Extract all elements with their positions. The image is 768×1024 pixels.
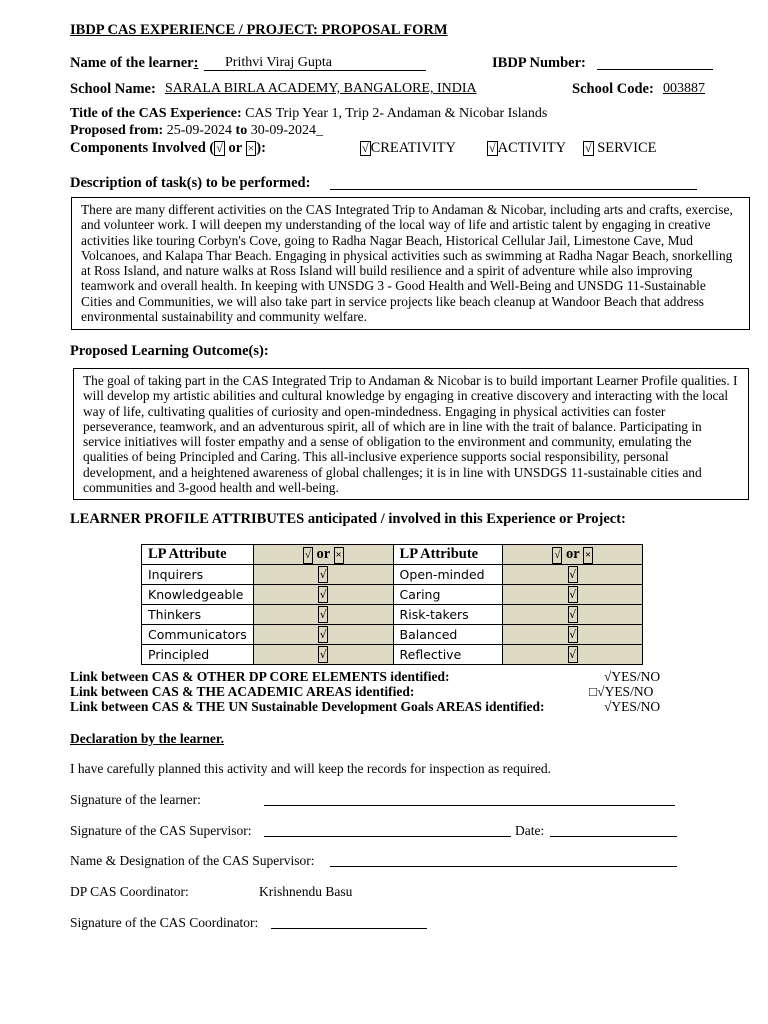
learner-label: Name of the learner — [70, 55, 194, 71]
check-icon: √ — [319, 568, 327, 581]
date-label: Date: — [515, 823, 545, 838]
activity-check-icon: √ — [489, 141, 496, 155]
outcomes-label: Proposed Learning Outcome(s): — [70, 343, 269, 359]
coordinator-label: DP CAS Coordinator: — [70, 884, 189, 899]
lp-heading-bold: LEARNER PROFILE ATTRIBUTES — [70, 511, 305, 527]
declaration-heading: Declaration by the learner. — [70, 731, 224, 746]
proposed-from-label: Proposed from: — [70, 123, 164, 138]
sig-learner-field[interactable] — [264, 792, 675, 806]
check-icon: √ — [319, 628, 327, 641]
cross-key-icon: × — [247, 141, 255, 155]
experience-title-row — [70, 106, 547, 122]
school-name-label: School Name: — [70, 81, 156, 97]
lp-check-cell[interactable] — [503, 645, 643, 665]
learner-name-row — [70, 55, 198, 72]
description-underline — [330, 176, 697, 190]
lp-attribute-left: Principled — [142, 645, 254, 665]
sig-coordinator-field[interactable] — [271, 915, 427, 929]
component-creativity[interactable] — [360, 140, 456, 157]
learner-name-value: Prithvi Viraj Gupta — [225, 55, 333, 70]
check-icon: √ — [319, 648, 327, 661]
lp-attribute-right: Balanced — [393, 625, 503, 645]
lp-check-cell[interactable] — [253, 565, 393, 585]
outcomes-box[interactable] — [73, 368, 749, 500]
lp-check-cell[interactable] — [503, 605, 643, 625]
lp-attributes-table — [141, 544, 643, 665]
supervisor-name-field[interactable] — [330, 853, 677, 867]
lp-attribute-left: Thinkers — [142, 605, 254, 625]
date-field[interactable] — [550, 823, 677, 837]
link-academic-label: Link between CAS & THE ACADEMIC AREAS identified: — [70, 684, 415, 699]
component-activity[interactable] — [487, 140, 566, 157]
check-icon: √ — [303, 547, 313, 564]
description-text: There are many different activities on the CAS Integrated Trip to Andaman & Nicobar, including arts and crafts, exercise, and volunteer work. I will deepen my understanding of the local way of life and artistic talent by engaging in creative activities like touring Corbyn's Cove, going to Radha Nagar Beach, Historical Cellular Jail, Limestone Cave, Mud Volcanoes, and Kalapa Thar Beach. Engaging in physical activities such as swimming at Radha Nagar Beach, snorkelling at Ross Island, and nature walks at Ross Island will build resilience and a spirit of adventure while also improving teamwork and overall health. In keeping with UNSDG 3 - Good Health and Well-Being and UNSDG 11-Sustainable Cities and Communities, we will also take part in service projects like beach cleanup at Wandoor Beach that address environmental sustainability and community welfare. — [81, 202, 733, 325]
lp-attribute-right: Caring — [393, 585, 503, 605]
activity-label: ACTIVITY — [497, 140, 567, 156]
or-label: or — [565, 545, 580, 562]
school-code-value: 003887 — [663, 81, 705, 96]
lp-check-cell[interactable] — [503, 565, 643, 585]
table-row — [142, 605, 643, 625]
lp-check-cell[interactable] — [503, 625, 643, 645]
lp-check-header-left — [253, 545, 393, 565]
components-row — [70, 140, 266, 157]
description-box[interactable] — [71, 197, 750, 330]
check-icon: √ — [319, 588, 327, 601]
table-row — [142, 625, 643, 645]
lp-attr-header-right: LP Attribute — [393, 545, 503, 565]
learner-name-field[interactable] — [204, 55, 426, 71]
link-sdg-label: Link between CAS & THE UN Sustainable Development Goals AREAS identified: — [70, 699, 545, 714]
proposed-to-value: 30-09-2024_ — [250, 123, 324, 138]
creativity-label: CREATIVITY — [370, 140, 456, 156]
lp-heading-rest: anticipated / involved in this Experience or Project: — [304, 511, 626, 527]
lp-table-header — [142, 545, 643, 565]
lp-attribute-right: Open-minded — [393, 565, 503, 585]
lp-attribute-left: Communicators — [142, 625, 254, 645]
lp-check-cell[interactable] — [253, 645, 393, 665]
lp-check-cell[interactable] — [253, 585, 393, 605]
service-label: SERVICE — [597, 140, 657, 156]
link-core-value[interactable]: √YES/NO — [604, 669, 661, 684]
learner-colon: : — [193, 55, 199, 71]
components-label: Components Involved ( — [70, 140, 215, 156]
link-sdg-value[interactable]: √YES/NO — [604, 699, 661, 714]
school-name-value: SARALA BIRLA ACADEMY, BANGALORE, INDIA — [165, 81, 477, 96]
check-icon: √ — [569, 588, 577, 601]
lp-attribute-left: Knowledgeable — [142, 585, 254, 605]
cross-icon: × — [583, 547, 593, 564]
link-academic-value[interactable]: □√YES/NO — [589, 684, 654, 699]
lp-check-header-right — [503, 545, 643, 565]
check-key-icon: √ — [216, 141, 223, 155]
cross-icon: × — [334, 547, 344, 564]
sig-coordinator-label: Signature of the CAS Coordinator: — [70, 915, 259, 930]
component-service[interactable] — [583, 140, 656, 157]
outcomes-text: The goal of taking part in the CAS Integrated Trip to Andaman & Nicobar is to build important Learner Profile qualities. I will develop my artistic abilities and cultural knowledge by engaging in creative discovery and interacting with the local way of life, cultivating qualities of curiosity and open-mindedness. Engaging in physical activities can foster perseverance, teamwork, and an adventurous spirit, all of which are in line with the trait of balance. Participating in service initiatives will foster empathy and a sense of obligation to the environment and community, emulating the qualities of being Principled and Caring. This all-inclusive experience supports social responsibility, personal development, and a heightened awareness of global challenges; it is in line with UNSDGS 11-sustainable cities and communities and 3-good health and well-being. — [83, 373, 738, 496]
link-core-label: Link between CAS & OTHER DP CORE ELEMENTS identified: — [70, 669, 450, 684]
experience-title-value: CAS Trip Year 1, Trip 2- Andaman & Nicobar Islands — [245, 106, 548, 121]
proposed-dates-row — [70, 123, 323, 139]
check-icon: √ — [569, 628, 577, 641]
lp-heading — [70, 511, 626, 528]
or-label: or — [316, 545, 330, 562]
check-icon: √ — [569, 608, 577, 621]
form-title: IBDP CAS EXPERIENCE / PROJECT: PROPOSAL FORM — [70, 22, 448, 38]
lp-attr-header-left: LP Attribute — [142, 545, 254, 565]
lp-check-cell[interactable] — [253, 625, 393, 645]
table-row — [142, 565, 643, 585]
check-icon: √ — [319, 608, 327, 621]
components-or: or — [228, 140, 242, 156]
description-label: Description of task(s) to be performed: — [70, 175, 311, 191]
table-row — [142, 585, 643, 605]
check-icon: √ — [569, 648, 577, 661]
service-check-icon: √ — [585, 141, 592, 155]
sig-supervisor-field[interactable] — [264, 823, 511, 837]
ibdp-number-label: IBDP Number: — [492, 55, 586, 71]
lp-attribute-right: Risk-takers — [393, 605, 503, 625]
supervisor-name-label: Name & Designation of the CAS Supervisor: — [70, 853, 315, 868]
to-label: to — [235, 123, 248, 138]
experience-title-label: Title of the CAS Experience: — [70, 106, 242, 121]
table-row — [142, 645, 643, 665]
school-code-label: School Code: — [572, 81, 654, 97]
sig-supervisor-label: Signature of the CAS Supervisor: — [70, 823, 252, 838]
check-icon: √ — [552, 547, 562, 564]
sig-learner-label: Signature of the learner: — [70, 792, 201, 807]
proposed-from-value: 25-09-2024 — [166, 123, 233, 138]
declaration-text: I have carefully planned this activity and will keep the records for inspection as required. — [70, 761, 551, 776]
lp-attribute-right: Reflective — [393, 645, 503, 665]
creativity-check-icon: √ — [362, 141, 369, 155]
check-icon: √ — [569, 568, 577, 581]
lp-attribute-left: Inquirers — [142, 565, 254, 585]
components-close: ): — [256, 140, 266, 156]
coordinator-value: Krishnendu Basu — [259, 884, 353, 899]
ibdp-number-field[interactable] — [597, 56, 713, 70]
lp-check-cell[interactable] — [253, 605, 393, 625]
lp-check-cell[interactable] — [503, 585, 643, 605]
